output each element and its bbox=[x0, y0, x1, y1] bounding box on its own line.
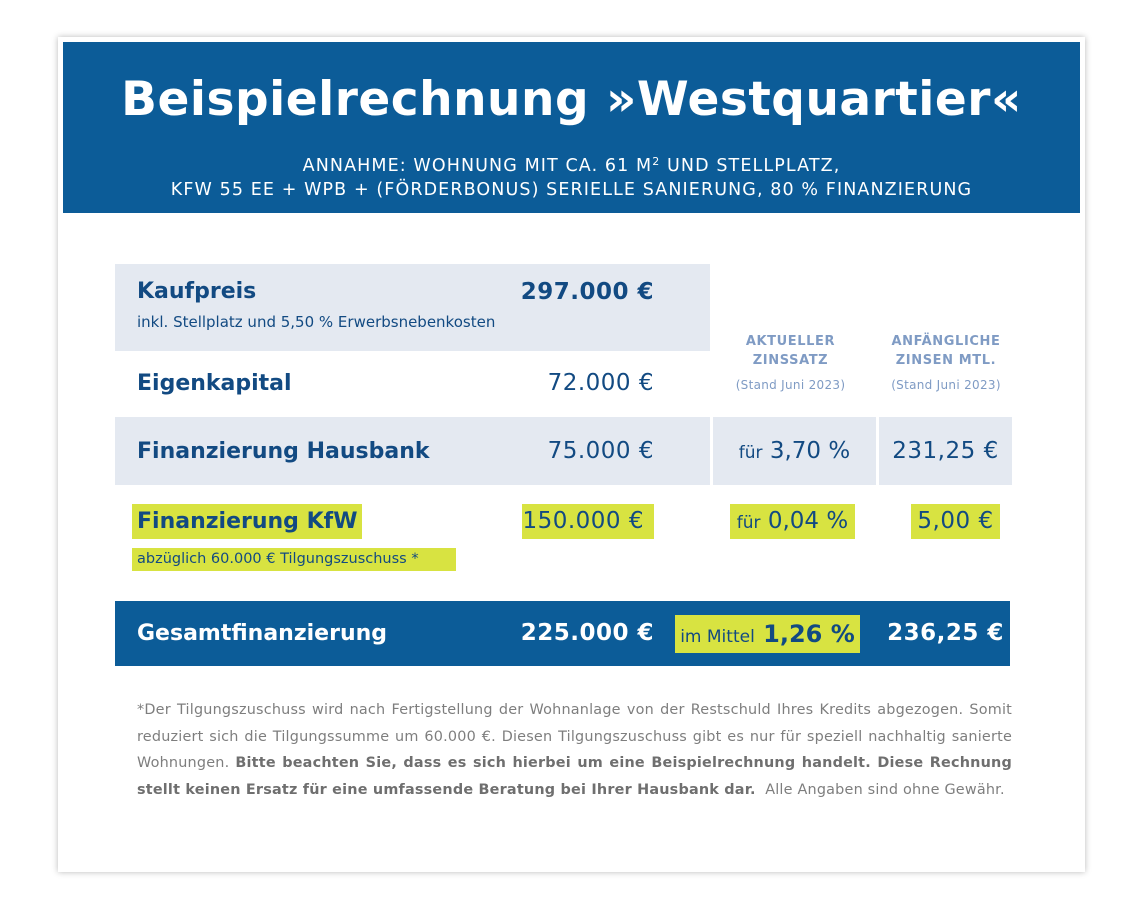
subtitle-line-1 bbox=[63, 151, 1080, 177]
rate-prefix: für bbox=[736, 513, 761, 533]
rate-value: 3,70 % bbox=[769, 438, 851, 464]
subtitle-line-2: KFW 55 EE + WPB + (FÖRDERBONUS) SERIELLE SANIERUNG, 80 % FINANZIERUNG bbox=[170, 180, 973, 200]
kfw-amount: 150.000 € bbox=[522, 504, 654, 539]
rate-column-note: (Stand Juni 2023) bbox=[735, 378, 846, 392]
rate-value: 1,26 % bbox=[763, 620, 855, 648]
hausbank-interest: 231,25 € bbox=[892, 438, 999, 464]
page-title: Beispielrechnung »Westquartier« bbox=[121, 72, 1022, 127]
kaufpreis-amount: 297.000 € bbox=[520, 279, 654, 305]
eigenkapital-label: Eigenkapital bbox=[137, 371, 292, 396]
kfw-interest: 5,00 € bbox=[911, 504, 1000, 539]
eigenkapital-amount: 72.000 € bbox=[547, 370, 654, 396]
rate-value: 0,04 % bbox=[767, 508, 849, 534]
total-label: Gesamtfinanzierung bbox=[137, 621, 388, 646]
kfw-label: Finanzierung KfW bbox=[137, 509, 358, 534]
interest-header-line: ZINSEN MTL. bbox=[895, 353, 997, 368]
rate-header-line: ZINSSATZ bbox=[752, 353, 829, 368]
footnote-bold-text: Bitte beachten Sie, dass es sich hierbei um eine Beispielrechnung handelt. Diese Rechnung stellt keinen Ersatz für eine umfassende Beratung bei Ihrer Hausbank dar. bbox=[137, 755, 1012, 798]
hausbank-label: Finanzierung Hausbank bbox=[137, 439, 430, 464]
subtitle-text: UND STELLPLATZ, bbox=[660, 156, 841, 176]
rate-prefix: im Mittel bbox=[680, 627, 755, 647]
footnote bbox=[137, 697, 1012, 803]
kfw-note: abzüglich 60.000 € Tilgungszuschuss * bbox=[137, 551, 419, 567]
rate-column-header bbox=[713, 332, 868, 370]
info-card bbox=[58, 37, 1085, 872]
total-amount: 225.000 € bbox=[520, 620, 654, 646]
kaufpreis-label: Kaufpreis bbox=[137, 279, 257, 304]
kfw-rate bbox=[730, 504, 855, 539]
total-rate bbox=[675, 615, 860, 653]
interest-header-line: ANFÄNGLICHE bbox=[891, 334, 1001, 349]
superscript: 2 bbox=[652, 155, 661, 168]
interest-column-note: (Stand Juni 2023) bbox=[891, 378, 1001, 392]
rate-prefix: für bbox=[738, 443, 763, 463]
hausbank-amount: 75.000 € bbox=[547, 438, 654, 464]
footnote-text: Alle Angaben sind ohne Gewähr. bbox=[765, 781, 1005, 798]
kaufpreis-note: inkl. Stellplatz und 5,50 % Erwerbsnebenkosten bbox=[137, 313, 496, 331]
interest-column-header bbox=[876, 332, 1016, 370]
rate-header-line: AKTUELLER bbox=[745, 334, 836, 349]
header-banner bbox=[63, 42, 1080, 213]
total-interest: 236,25 € bbox=[887, 620, 1004, 646]
hausbank-rate bbox=[713, 437, 876, 467]
footnote-text: *Der Tilgungszuschuss wird nach Fertigstellung der Wohnanlage von der Restschuld Ihres Kredits abgezogen. Somit reduziert sich die Tilgungssumme um 60.000 €. Diesen Tilgungszuschuss gibt es nur für speziell nachhaltig sanierte Wohnungen. bbox=[137, 702, 1012, 771]
subtitle-text: ANNAHME: WOHNUNG MIT CA. 61 M bbox=[302, 156, 653, 176]
